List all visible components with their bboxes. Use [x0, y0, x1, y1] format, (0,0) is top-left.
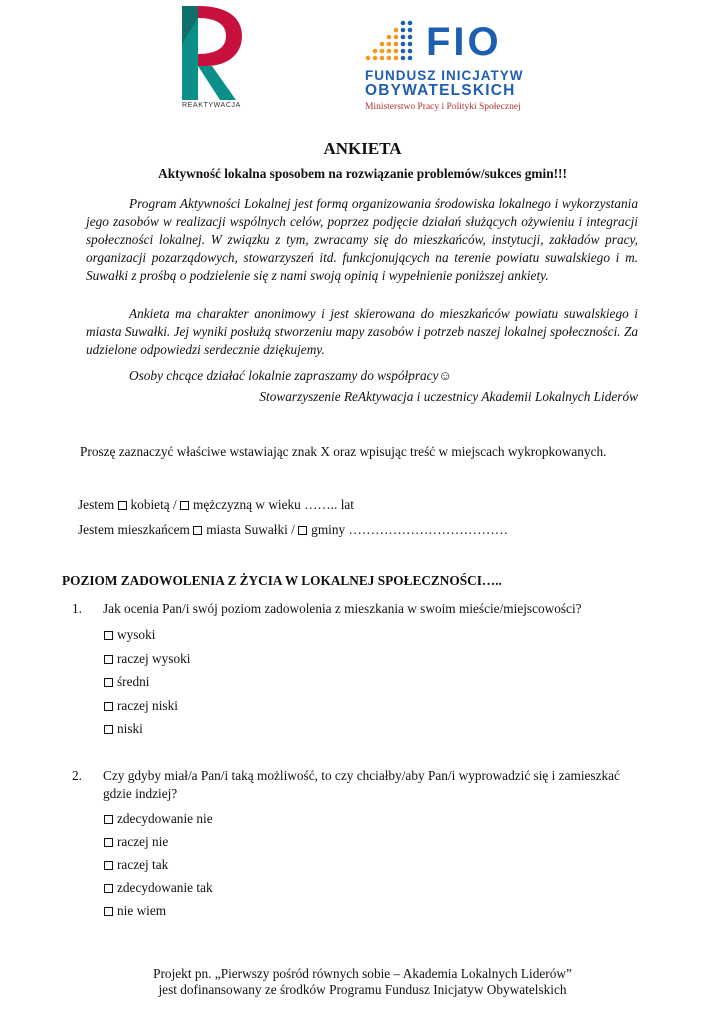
checkbox-male[interactable]: [180, 501, 189, 510]
q2-option-4[interactable]: [104, 880, 213, 896]
checkbox[interactable]: [104, 884, 113, 893]
footer: [0, 966, 725, 998]
option-label: zdecydowanie tak: [117, 880, 213, 895]
residence-gmina-label: gminy ………………………………: [311, 522, 509, 537]
checkbox[interactable]: [104, 702, 113, 711]
q2-option-1[interactable]: [104, 811, 213, 827]
fio-ministry-line: Ministerstwo Pracy i Polityki Społecznej: [365, 102, 521, 112]
fio-logo: [364, 18, 534, 116]
intro-paragraph-3: [86, 367, 638, 385]
option-label: wysoki: [117, 627, 156, 642]
footer-line-1: Projekt pn. „Pierwszy pośród równych sobie – Akademia Lokalnych Liderów”: [153, 966, 572, 981]
checkbox-gmina[interactable]: [298, 526, 307, 535]
question-number: 2.: [72, 768, 82, 783]
checkbox[interactable]: [104, 838, 113, 847]
checkbox[interactable]: [104, 631, 113, 640]
intro-paragraph-1: [86, 195, 638, 285]
signature: Stowarzyszenie ReAktywacja i uczestnicy Akademii Lokalnych Liderów: [259, 389, 638, 404]
residence-city-label: miasta Suwałki /: [206, 522, 295, 537]
intro-paragraph-2: [86, 305, 638, 359]
option-label: raczej niski: [117, 698, 178, 713]
question-text: Czy gdyby miał/a Pan/i taką możliwość, to czy chciałby/aby Pan/i wyprowadzić się i zamieszkać gdzie indziej?: [103, 768, 620, 801]
checkbox[interactable]: [104, 815, 113, 824]
reaktywacja-logo: [176, 4, 256, 112]
option-label: niski: [117, 721, 143, 736]
q2-option-5[interactable]: [104, 903, 166, 919]
gender-row: [78, 497, 354, 513]
option-label: nie wiem: [117, 903, 167, 918]
page-title: ANKIETA: [323, 139, 402, 158]
footer-line-2: jest dofinansowany ze środków Programu Fundusz Inicjatyw Obywatelskich: [158, 982, 567, 997]
fio-line-2: OBYWATELSKICH: [365, 82, 516, 99]
checkbox[interactable]: [104, 861, 113, 870]
gender-male-label: mężczyzną w wieku …….. lat: [193, 497, 354, 512]
intro-paragraph-2-text: Ankieta ma charakter anonimowy i jest skierowana do mieszkańców powiatu suwalskiego i miasta Suwałki. Jej wyniki posłużą stworzeniu mapy zasobów i potrzeb naszej lokalnej społeczności. Za udzielone odpowiedzi serdecznie dziękujemy.: [86, 306, 638, 357]
intro-paragraph-1-text: Program Aktywności Lokalnej jest formą organizowania środowiska lokalnego i wykorzystania jego zasobów w realizacji wspólnych celów, poprzez podjęcie działań służących ożywieniu i integracji społeczności lokalnej. W związku z tym, zwracamy się do mieszkańców, instytucji, zakładów pracy, organizacji pozarządowych, stowarzyszeń itd. funkcjonujących na terenie powiatu suwalskiego i m. Suwałki z prośbą o podzielenie się z nami swoją opinią i wypełnienie poniższej ankiety.: [86, 196, 638, 283]
checkbox[interactable]: [104, 725, 113, 734]
q1-option-3[interactable]: [104, 674, 150, 690]
question-number: 1.: [72, 601, 82, 616]
reaktywacja-r-mark-icon: [176, 4, 256, 104]
checkbox[interactable]: [104, 678, 113, 687]
checkbox[interactable]: [104, 907, 113, 916]
section-heading: POZIOM ZADOWOLENIA Z ŻYCIA W LOKALNEJ SPOŁECZNOŚCI…..: [62, 573, 502, 588]
residence-row: [78, 522, 508, 538]
q2-option-3[interactable]: [104, 857, 168, 873]
gender-female-label: kobietą /: [130, 497, 177, 512]
page-subtitle: Aktywność lokalna sposobem na rozwiązanie problemów/sukces gmin!!!: [158, 166, 567, 181]
checkbox-female[interactable]: [118, 501, 127, 510]
residence-prefix: Jestem mieszkańcem: [78, 522, 190, 537]
q2-option-2[interactable]: [104, 834, 168, 850]
option-label: zdecydowanie nie: [117, 811, 213, 826]
q1-option-5[interactable]: [104, 721, 143, 737]
fio-line-1: FUNDUSZ INICJATYW: [365, 68, 524, 83]
checkbox[interactable]: [104, 655, 113, 664]
option-label: raczej nie: [117, 834, 169, 849]
reaktywacja-caption: REAKTYWACJA: [182, 102, 241, 109]
q1-option-4[interactable]: [104, 698, 178, 714]
instruction-text: Proszę zaznaczyć właściwe wstawiając znak X oraz wpisując treść w miejscach wykropkowanych.: [80, 444, 607, 459]
option-label: raczej wysoki: [117, 651, 191, 666]
option-label: raczej tak: [117, 857, 169, 872]
checkbox-city[interactable]: [193, 526, 202, 535]
option-label: średni: [117, 674, 150, 689]
fio-wordmark: FIO: [426, 20, 502, 64]
question-text: Jak ocenia Pan/i swój poziom zadowolenia z mieszkania w swoim mieście/miejscowości?: [103, 601, 582, 616]
gender-prefix: Jestem: [78, 497, 115, 512]
intro-paragraph-3-text: Osoby chcące działać lokalnie zapraszamy do współpracy☺: [129, 368, 453, 383]
q1-option-2[interactable]: [104, 651, 190, 667]
fio-dots-icon: [364, 18, 424, 64]
q1-option-1[interactable]: [104, 627, 155, 643]
